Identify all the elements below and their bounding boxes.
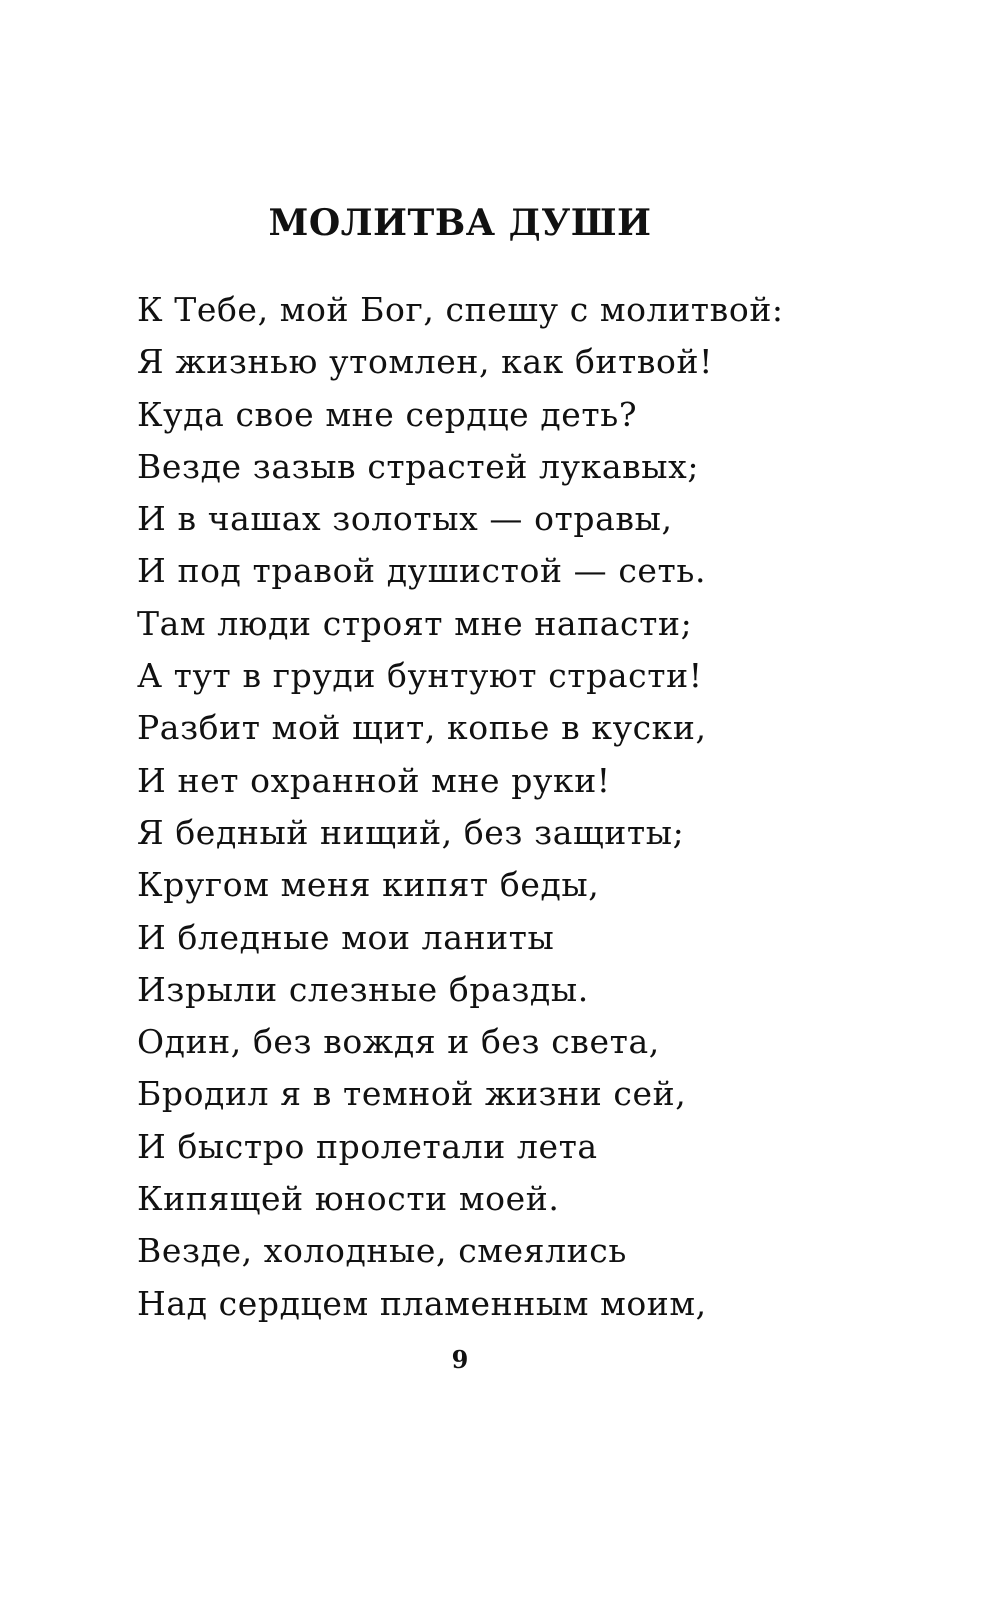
- poem-line: И бледные мои ланиты: [137, 917, 555, 957]
- poem-line: Кругом меня кипят беды,: [137, 865, 600, 905]
- poem-line: Изрыли слезные бразды.: [137, 969, 589, 1009]
- poem-line: Везде, холодные, смеялись: [137, 1231, 627, 1271]
- poem-line: И быстро пролетали лета: [137, 1126, 598, 1166]
- poem-title: МОЛИТВА ДУШИ: [268, 202, 652, 244]
- poem-line: Я бедный нищий, без защиты;: [137, 812, 685, 852]
- poem-line: Бродил я в темной жизни сей,: [137, 1074, 687, 1114]
- poem-line: И в чашах золотых — отравы,: [137, 499, 673, 539]
- poem-line: Один, без вождя и без света,: [137, 1022, 660, 1062]
- poem-line: Кипящей юности моей.: [137, 1179, 560, 1219]
- poem-line: Разбит мой щит, копье в куски,: [137, 708, 707, 748]
- poem-body: [137, 284, 957, 1330]
- page-number: 9: [451, 1345, 469, 1374]
- poem-line: Везде зазыв страстей лукавых;: [137, 446, 700, 486]
- poem-line: Там люди строят мне напасти;: [137, 603, 693, 643]
- poem-line: И нет охранной мне руки!: [137, 760, 611, 800]
- poem-line: И под травой душистой — сеть.: [137, 551, 707, 591]
- poem-line: Над сердцем пламенным моим,: [137, 1283, 707, 1323]
- poem-line: Я жизнью утомлен, как битвой!: [137, 342, 713, 382]
- poem-line: А тут в груди бунтуют страсти!: [137, 656, 703, 696]
- poem-line: Куда свое мне сердце деть?: [137, 394, 638, 434]
- poem-line: К Тебе, мой Бог, спешу с молитвой:: [137, 290, 784, 329]
